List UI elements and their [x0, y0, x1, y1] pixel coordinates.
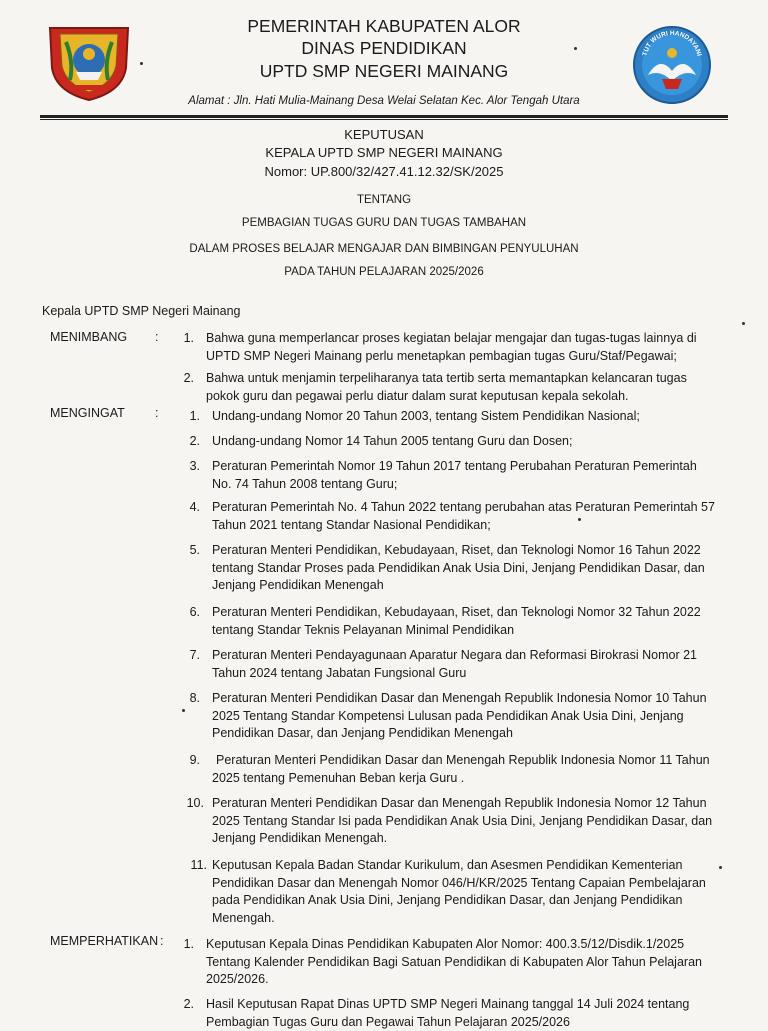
memperhatikan-label: MEMPERHATIKAN: [50, 934, 159, 948]
letterhead-school: UPTD SMP NEGERI MAINANG: [259, 61, 509, 81]
decree-tentang: TENTANG: [356, 194, 412, 206]
scan-speck: [742, 322, 745, 325]
memperhatikan-colon: :: [160, 934, 164, 948]
decree-number: Nomor: UP.800/32/427.41.12.32/SK/2025: [264, 164, 504, 179]
mengingat-colon: :: [155, 406, 159, 420]
letterhead-agency: DINAS PENDIDIKAN: [301, 38, 467, 58]
scan-speck: [574, 47, 577, 50]
mengingat-label: MENGINGAT: [50, 406, 125, 420]
emblem-motto: TUT WURI HANDAYANI: [641, 29, 703, 57]
decree-subject-line-3: PADA TAHUN PELAJARAN 2025/2026: [284, 266, 484, 278]
decree-page: TUT WURI HANDAYANI PEMERINTAH KABUPATEN ALOR DINAS PENDIDIKAN UPTD SMP NEGERI MAINANG Alamat : Jln. Hati Mulia-Mainang Desa Welai Selatan Kec. Alor Tengah Utara KEPUTUSAN KEPALA UPTD SMP NEGERI MAINANG Nomor: UP.800/32/427.41.12.32/SK/2025 TENTANG PEMBAGIAN TUGAS GURU DAN TUGAS TAMBAHAN DALAM PROSES BELAJAR MENGAJAR DAN BIMBINGAN PENYULUHAN PADA TAHUN PELAJARAN 2025/2026 Kepala UPTD SMP Negeri Mainang MENIMBANG : MENGINGAT : MEMPERHATIKAN : 1. Bahwa guna memperlancar proses kegiatan belajar mengajar dan tugas-tugas lainnya di UPTD SMP Negeri Mainang perlu menetapkan pembagian tugas Guru/Staf/Pegawai; 2. Bahwa untuk menjamin terpeliharanya tata tertib serta memantapkan kelancaran tugas pokok guru dan pegawai perlu diatur dalam surat keputusan kepala sekolah. 1. Undang-undang Nomor 20 Tahun 2003, tentang Sistem Pendidikan Nasional; 2. Undang-undang Nomor 14 Tahun 2005 tentang Guru dan Dosen; 3. Peraturan Pemerintah Nomor 19 Tahun 2017 tentang Perubahan Peraturan Pemerintah No. 74 Tahun 2008 tentang Guru; 4. Peraturan Pemerintah No. 4 Tahun 2022 tentang perubahan atas Peraturan Pemerintah 57 Tahun 2021 tentang Standar Nasional Pendidikan; 5. Peraturan Menteri Pendidikan, Kebudayaan, Riset, dan Teknologi Nomor 16 Tahun 2022 tentang Standar Proses pada Pendidikan Anak Usia Dini, Jenjang Pendidikan Dasar, dan Jenjang Pendidikan Menengah 6. Peraturan Menteri Pendidikan, Kebudayaan, Riset, dan Teknologi Nomor 32 Tahun 2022 tentang Standar Teknis Pelayanan Minimal Pendidikan 7. Peraturan Menteri Pendayagunaan Aparatur Negara dan Reformasi Birokrasi Nomor 21 Tahun 2024 tentang Jabatan Fungsional Guru 8. Peraturan Menteri Pendidikan Dasar dan Menengah Republik Indonesia Nomor 10 Tahun 2025 Tentang Standar Kompetensi Lulusan pada Pendidikan Anak Usia Dini, Jenjang Pendidikan Dasar, dan Jenjang Pendidikan Menengah 9. Peraturan Menteri Pendidikan Dasar dan Menengah Republik Indonesia Nomor 11 Tahun 2025 tentang Pemenuhan Beban kerja Guru . 10. Peraturan Menteri Pendidikan Dasar dan Menengah Republik Indonesia Nomor 12 Tahun 2025 Tentang Standar Isi pada Pendidikan Anak Usia Dini, Jenjang Pendidikan Dasar, dan Jenjang Pendidikan Menengah. 11. Keputusan Kepala Badan Standar Kurikulum, dan Asesmen Pendidikan Kementerian Pendidikan Dasar dan Menengah Nomor 046/H/KR/2025 Tentang Capaian Pembelajaran pada Pendidikan Anak Usia Dini, Jenjang Pendidikan Dasar, dan Jenjang Pendidikan Menengah. 1. Keputusan Kepala Dinas Pendidikan Kabupaten Alor Nomor: 400.3.5/12/Disdik.1/2025 Tentang Kalender Pendidikan Bagi Satuan Pendidikan di Kabupaten Alor Tahun Pelajaran 2025/2026. 2. Hasil Keputusan Rapat Dinas UPTD SMP Negeri Mainang tanggal 14 Juli 2024 tentang Pembagian Tugas Guru dan Pegawai Tahun Pelajaran 2025/2026: [0, 0, 768, 1024]
scan-speck: [719, 866, 722, 869]
decree-subject-line-2: DALAM PROSES BELAJAR MENGAJAR DAN BIMBINGAN PENYULUHAN: [189, 243, 579, 255]
menimbang-label: MENIMBANG: [50, 330, 128, 344]
decree-opening: Kepala UPTD SMP Negeri Mainang: [42, 304, 241, 318]
decree-subject-line-1: PEMBAGIAN TUGAS GURU DAN TUGAS TAMBAHAN: [241, 217, 527, 229]
menimbang-colon: :: [155, 330, 159, 344]
letterhead-address: Alamat : Jln. Hati Mulia-Mainang Desa Welai Selatan Kec. Alor Tengah Utara: [188, 95, 580, 107]
decree-heading: KEPUTUSAN: [344, 127, 424, 142]
letterhead-rule-thick: [40, 115, 728, 118]
letterhead-government: PEMERINTAH KABUPATEN ALOR: [247, 16, 521, 36]
letterhead-rule-thin: [40, 119, 728, 120]
scan-speck: [140, 62, 143, 65]
decree-issuer: KEPALA UPTD SMP NEGERI MAINANG: [265, 145, 503, 160]
scan-speck: [578, 518, 581, 521]
scan-speck: [182, 709, 185, 712]
